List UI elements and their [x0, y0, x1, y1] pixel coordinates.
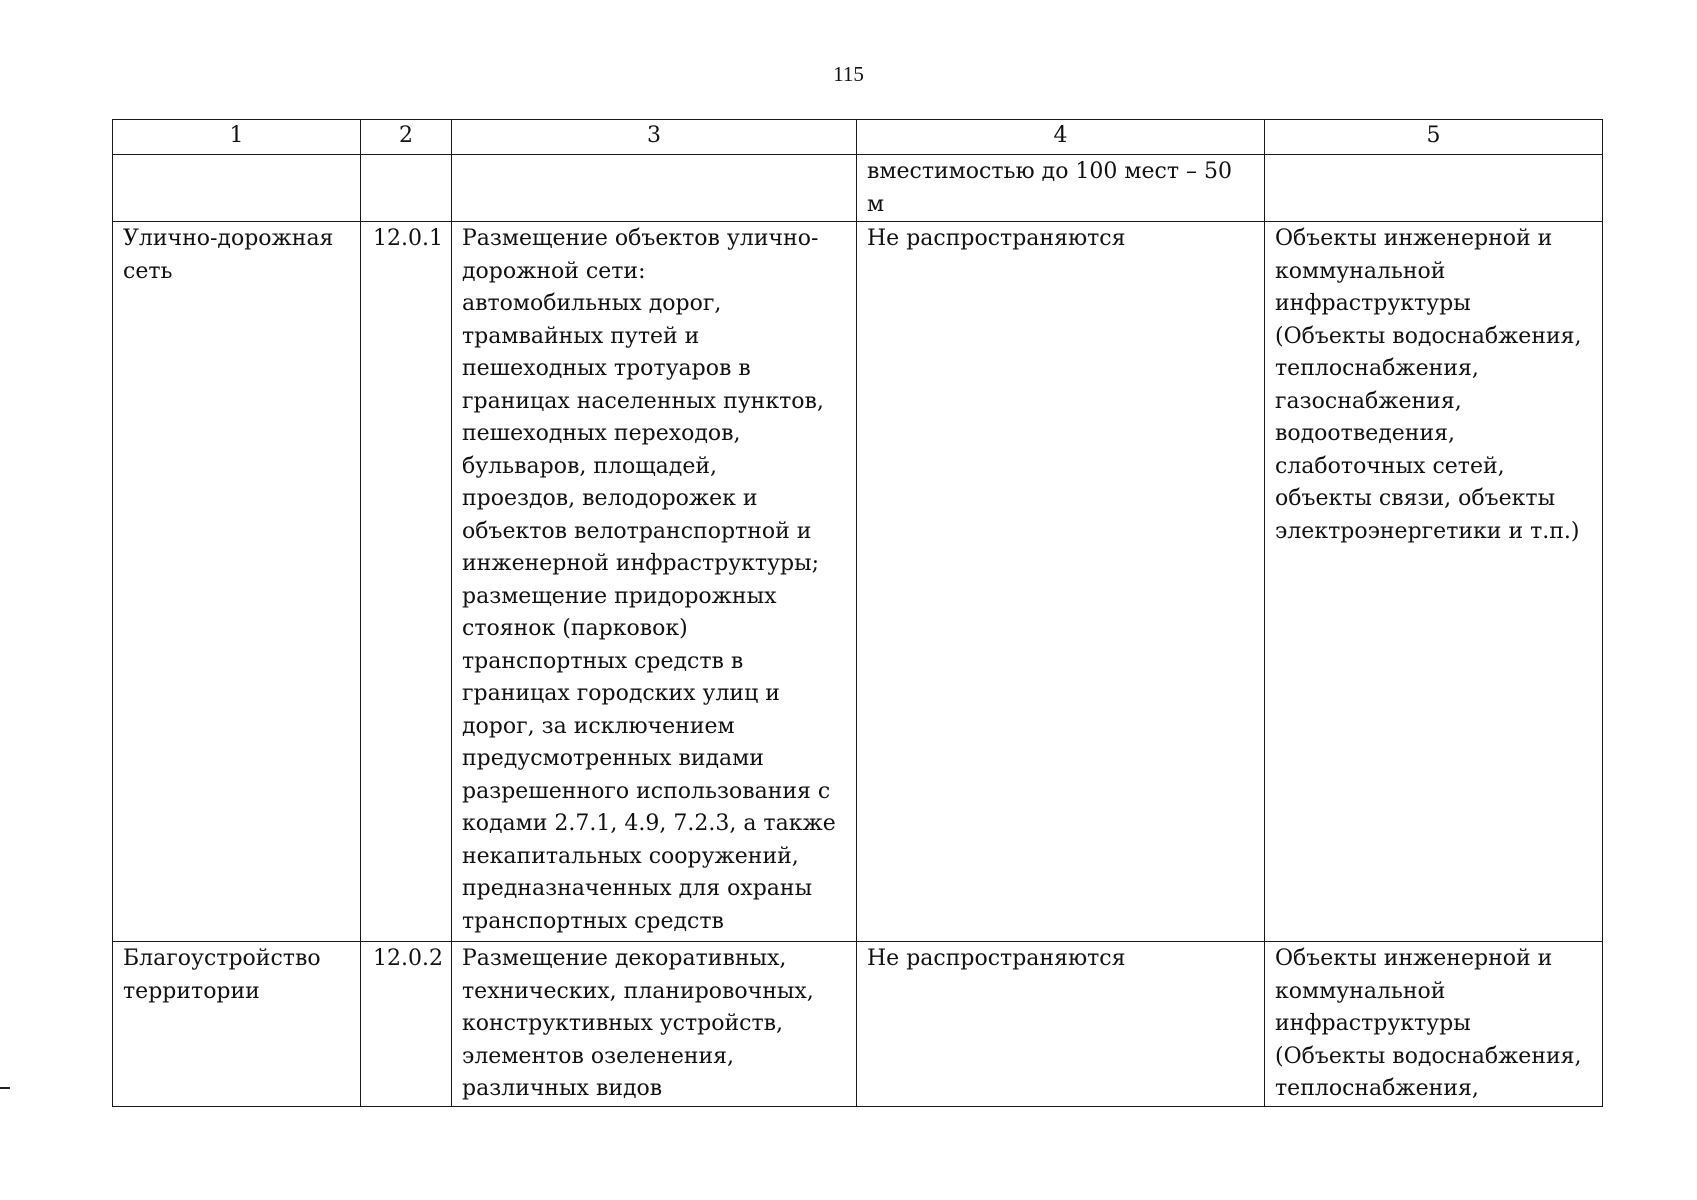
column-header-5: 5 — [1265, 120, 1603, 155]
cell-description: Размещение объектов улично- дорожной сети: автомобильных дорог, трамвайных путей и пешеходных тротуаров в границах населенных пунктов, пешеходных переходов, бульваров, площадей, проездов, велодорожек и объектов велотранспортной и инженерной инфраструктуры; размещение придорожных стоянок (парковок) транспортных средств в границах городских улиц и дорог, за исключением предусмотренных видами разрешенного использования с кодами 2.7.1, 4.9, 7.2.3, а также некапитальных сооружений, предназначенных для охраны транспортных средств — [452, 222, 857, 942]
cell-params: Не распространяются — [857, 942, 1265, 1107]
cell-name: Благоустройство территории — [113, 942, 361, 1107]
column-header-1: 1 — [113, 120, 361, 155]
cell-objects: Объекты инженерной и коммунальной инфраструктуры (Объекты водоснабжения, теплоснабжения, — [1265, 942, 1603, 1107]
cell-params: Не распространяются — [857, 222, 1265, 942]
page-number: 115 — [833, 62, 864, 86]
cell-name — [113, 155, 361, 222]
cell-code: 12.0.2 — [361, 942, 452, 1107]
table-row-continuation — [113, 155, 1603, 222]
table-row-street-road-network — [113, 222, 1603, 942]
scan-edge-mark — [0, 1087, 10, 1089]
column-header-3: 3 — [452, 120, 857, 155]
cell-params: вместимостью до 100 мест – 50 м — [857, 155, 1265, 222]
land-use-table — [112, 119, 1603, 1107]
cell-description — [452, 155, 857, 222]
cell-name: Улично-дорожная сеть — [113, 222, 361, 942]
table-row-territory-improvement — [113, 942, 1603, 1107]
column-header-2: 2 — [361, 120, 452, 155]
cell-objects — [1265, 155, 1603, 222]
cell-code: 12.0.1 — [361, 222, 452, 942]
cell-code — [361, 155, 452, 222]
cell-objects: Объекты инженерной и коммунальной инфраструктуры (Объекты водоснабжения, теплоснабжения, газоснабжения, водоотведения, слаботочных сетей, объекты связи, объекты электроэнергетики и т.п.) — [1265, 222, 1603, 942]
cell-description: Размещение декоративных, технических, планировочных, конструктивных устройств, элементов озеленения, различных видов — [452, 942, 857, 1107]
column-header-4: 4 — [857, 120, 1265, 155]
table-header-row — [113, 120, 1603, 155]
